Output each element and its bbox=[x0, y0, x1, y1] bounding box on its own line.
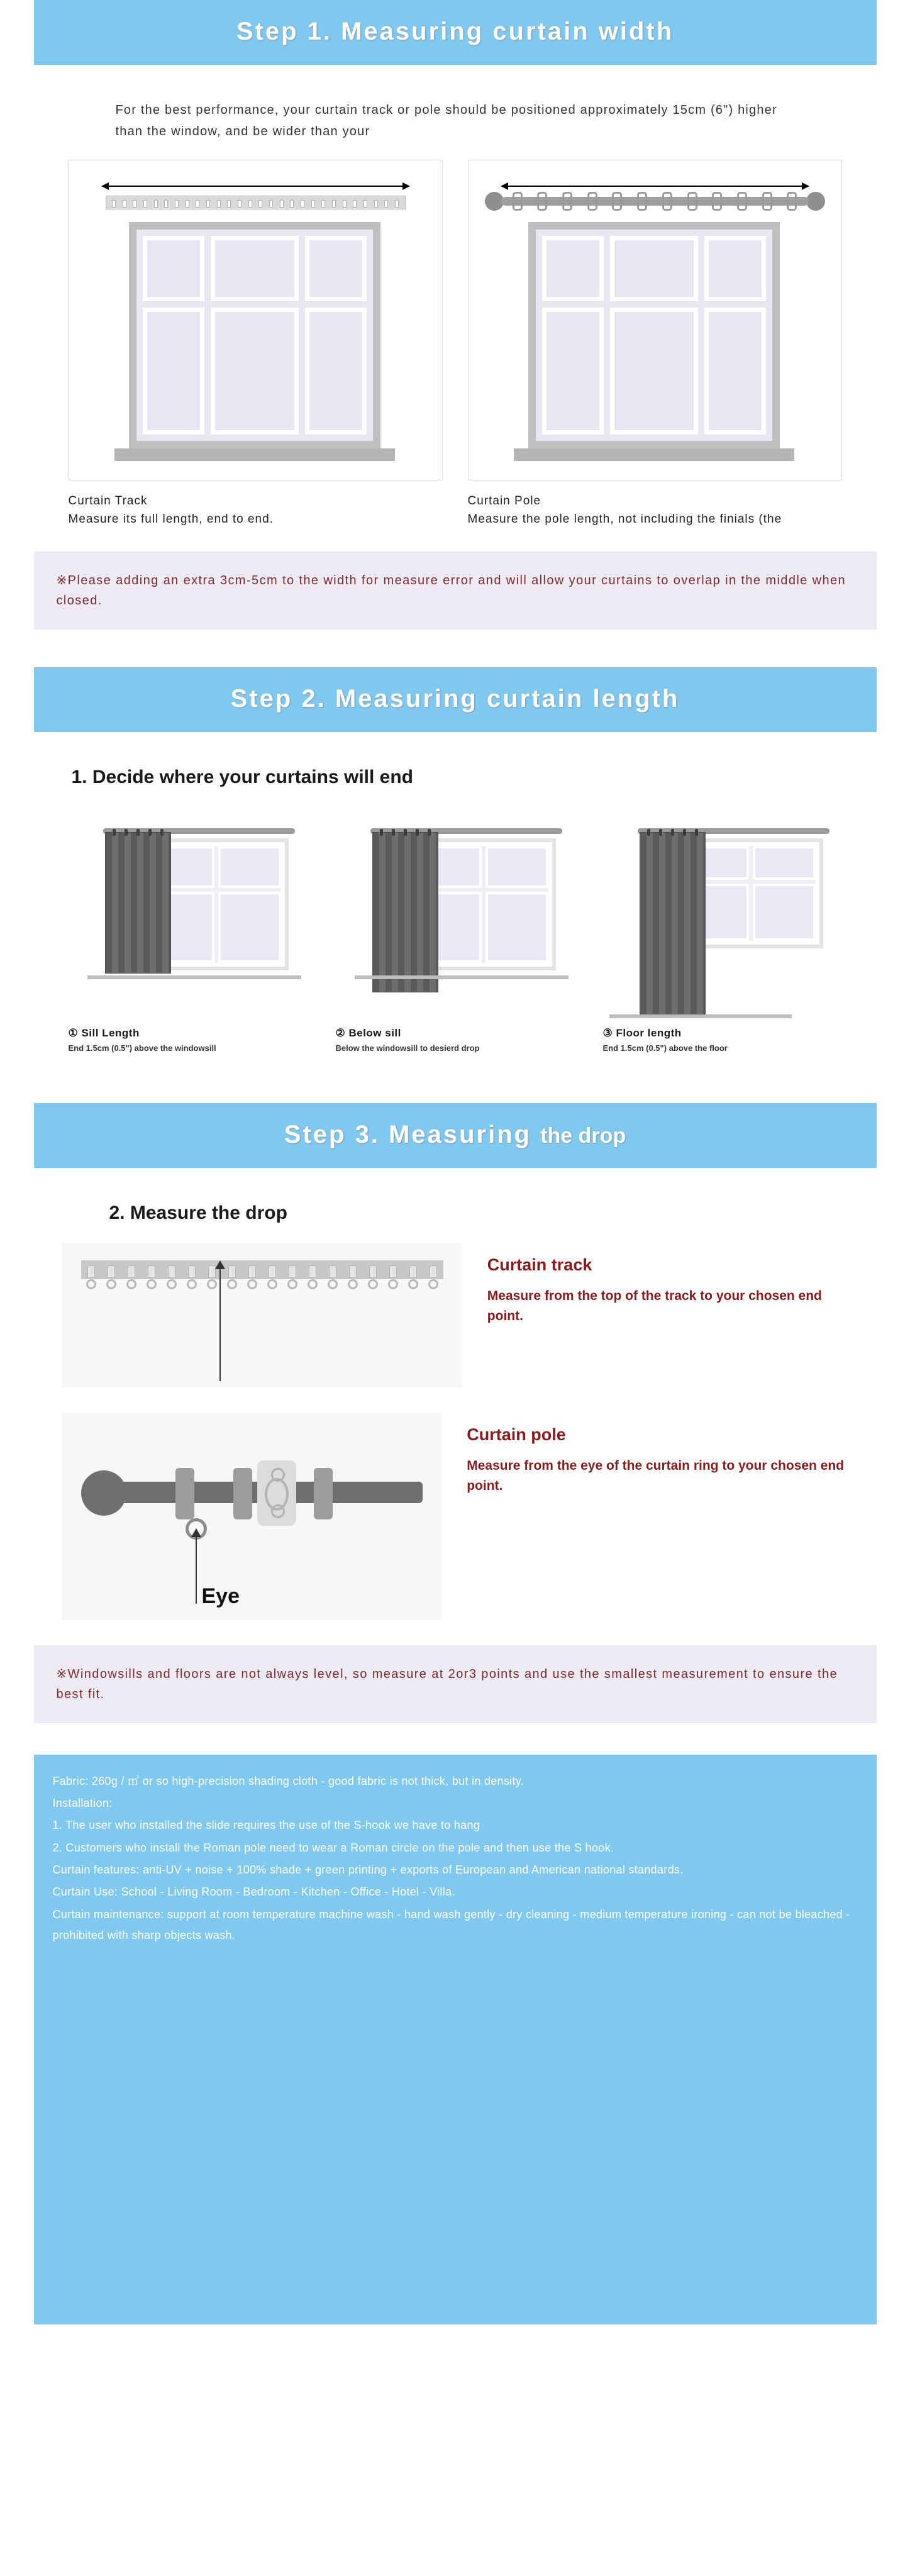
curtain-pole-illustration bbox=[468, 160, 842, 480]
track-drop-illustration bbox=[62, 1243, 462, 1387]
curtain-pole-figure-col bbox=[468, 160, 842, 529]
pole-finial-icon bbox=[81, 1470, 126, 1516]
pole-drop-title: Curtain pole bbox=[467, 1424, 566, 1444]
pole-bracket-oval-icon bbox=[265, 1478, 289, 1511]
width-arrow-icon bbox=[108, 186, 403, 187]
step1-banner: Step 1. Measuring curtain width bbox=[34, 0, 877, 65]
windowsill-icon bbox=[514, 448, 794, 461]
windowsill-icon bbox=[114, 448, 395, 461]
floor-line-icon bbox=[609, 1014, 792, 1018]
footer-line: 2. Customers who install the Roman pole need to wear a Roman circle on the pole and then use the S hook. bbox=[52, 1841, 614, 1854]
sill-length-illustration bbox=[69, 813, 308, 1021]
window-frame-icon bbox=[129, 222, 380, 448]
footer-line: Fabric: 260g / ㎡ or so high-precision shading cloth - good fabric is not thick, but in density. bbox=[52, 1774, 524, 1787]
step1-figure-row bbox=[69, 160, 842, 529]
measure-arrow-icon bbox=[196, 1536, 197, 1604]
curtain-pole-caption-desc: Measure the pole length, not including the finials (the bbox=[467, 513, 782, 526]
below-sill-option bbox=[336, 813, 575, 1053]
footer-line: Curtain features: anti-UV + noise + 100% shade + green printing + exports of European and American national standards. bbox=[52, 1863, 684, 1877]
step3-banner bbox=[34, 1103, 877, 1168]
floor-length-label bbox=[603, 1027, 842, 1040]
sill-length-sub: End 1.5cm (0.5") above the windowsill bbox=[68, 1043, 216, 1053]
curtain-panel-icon bbox=[105, 832, 171, 974]
eye-label: Eye bbox=[201, 1584, 240, 1608]
track-drop-body: Measure from the top of the track to your chosen end point. bbox=[487, 1288, 822, 1324]
footer-line: 1. The user who installed the slide requires the use of the S-hook we have to hang bbox=[52, 1819, 480, 1832]
step3-heading: 2. Measure the drop bbox=[109, 1202, 287, 1223]
footer-line: Curtain Use: School - Living Room - Bedroom - Kitchen - Office - Hotel - Villa. bbox=[52, 1885, 455, 1899]
sill-length-option bbox=[69, 813, 308, 1053]
curtain-track-drop-row bbox=[62, 1243, 848, 1387]
step3-note: ※Windowsills and floors are not always level, so measure at 2or3 points and use the smallest measurement to ensure the best fit. bbox=[34, 1645, 877, 1723]
step1-intro-text: For the best performance, your curtain track or pole should be positioned approximately 15cm (6") higher than the window, and be wider than your bbox=[115, 103, 777, 138]
curtain-pole-caption bbox=[468, 492, 842, 529]
pole-drop-body: Measure from the eye of the curtain ring to your chosen end point. bbox=[467, 1458, 845, 1494]
floor-length-sub: End 1.5cm (0.5") above the floor bbox=[602, 1043, 728, 1053]
below-sill-illustration bbox=[336, 813, 575, 1021]
curtain-panel-icon bbox=[372, 832, 438, 992]
step2-figure-row bbox=[69, 813, 842, 1053]
sill-length-label-text: ① Sill Length bbox=[68, 1026, 140, 1039]
step1-section bbox=[34, 0, 877, 630]
below-sill-sub: Below the windowsill to desierd drop bbox=[335, 1043, 480, 1053]
curtain-track-figure-col bbox=[69, 160, 443, 529]
floor-length-illustration bbox=[603, 813, 842, 1021]
curtain-track-illustration bbox=[69, 160, 443, 480]
floor-length-label-text: ③ Floor length bbox=[602, 1026, 682, 1039]
curtain-pole-drop-row bbox=[62, 1413, 848, 1620]
step3-section bbox=[34, 1103, 877, 1723]
track-bar-icon bbox=[106, 196, 406, 209]
track-bar-icon bbox=[81, 1260, 443, 1279]
window-frame-icon bbox=[528, 222, 780, 448]
footer-line: Curtain maintenance: support at room temperature machine wash - hand wash gently - dry cleaning - medium temperature ironing - can not be bleached - prohibited with sharp objects wash. bbox=[52, 1907, 850, 1941]
step2-heading: 1. Decide where your curtains will end bbox=[71, 766, 414, 787]
step2-banner: Step 2. Measuring curtain length bbox=[34, 667, 877, 732]
step3-banner-main: Step 3. Measuring bbox=[284, 1120, 532, 1148]
step3-banner-sub: the drop bbox=[540, 1123, 626, 1148]
pole-finial-right-icon bbox=[806, 192, 825, 211]
step2-section bbox=[34, 667, 877, 1053]
curtain-pole-caption-title: Curtain Pole bbox=[467, 494, 541, 508]
track-rings-icon bbox=[81, 1279, 443, 1289]
width-arrow-icon bbox=[508, 186, 802, 187]
track-drop-title: Curtain track bbox=[487, 1255, 592, 1274]
pole-ring-icon bbox=[314, 1468, 333, 1519]
below-sill-label bbox=[336, 1027, 575, 1040]
step1-note: ※Please adding an extra 3cm-5cm to the width for measure error and will allow your curtains to overlap in the middle when closed. bbox=[34, 552, 877, 630]
sill-length-label bbox=[69, 1027, 308, 1040]
pole-ring-icon bbox=[175, 1468, 194, 1519]
curtain-panel-icon bbox=[640, 832, 706, 1014]
track-drop-text bbox=[487, 1243, 848, 1327]
curtain-track-caption-title: Curtain Track bbox=[68, 494, 148, 508]
product-details-block bbox=[34, 1755, 877, 2324]
pole-drop-text bbox=[467, 1413, 848, 1497]
measure-arrow-icon bbox=[219, 1268, 221, 1381]
sill-line-icon bbox=[355, 975, 569, 979]
curtain-track-caption-desc: Measure its full length, end to end. bbox=[68, 513, 274, 526]
pole-drop-illustration bbox=[62, 1413, 442, 1620]
floor-length-option bbox=[603, 813, 842, 1053]
pole-rings-icon bbox=[513, 192, 797, 211]
sill-line-icon bbox=[87, 975, 301, 979]
below-sill-label-text: ② Below sill bbox=[335, 1026, 401, 1039]
pole-rod-icon bbox=[87, 1482, 423, 1503]
curtain-track-caption bbox=[69, 492, 443, 529]
footer-line: Installation: bbox=[52, 1797, 113, 1810]
pole-ring-icon bbox=[233, 1468, 252, 1519]
